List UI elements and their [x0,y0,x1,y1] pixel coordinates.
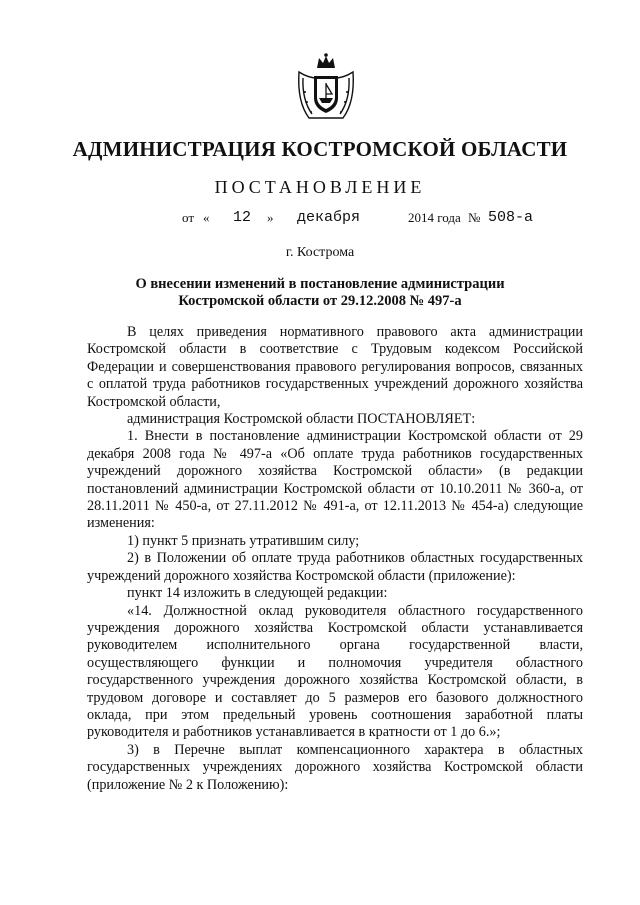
document-body [87,324,583,794]
paragraph-preamble: В целях приведения нормативного правового акта администрации Костромской области в соответствие с Трудовым кодексом Российской Федерации и совершенствования правового регулирования вопросов, связанных с оплатой труда работников государственных учреждений дорожного хозяйства Костромской области, [87,324,583,410]
coat-of-arms-icon [295,52,357,124]
document-number: 508-а [488,209,534,226]
quote-open: « [203,210,210,225]
organization-title: АДМИНИСТРАЦИЯ КОСТРОМСКОЙ ОБЛАСТИ [72,137,568,161]
paragraph-point-14-text: «14. Должностной оклад руководителя областного государственного учреждения дорожного хозяйства Костромской области устанавливается руководителем исполнительного органа государственной власти, осуществляющего функции и полномочия учредителя областного государственного учреждения дорожного хозяйства Костромской области, в трудовом договоре и составляет до 5 размеров его базового должностного оклада, при этом предельный уровень соотношения заработной платы руководителя и работников устанавливается в кратности от 1 до 6.»; [87,602,583,741]
date-month: декабря [297,209,361,226]
paragraph-subitem-2: 2) в Положении об оплате труда работников областных государственных учреждений дорожного хозяйства Костромской области (приложение): [87,550,583,584]
paragraph-subitem-3: 3) в Перечне выплат компенсационного характера в областных государственных учреждениях дорожного хозяйства Костромской области (приложение № 2 к Положению): [87,741,583,793]
date-prefix: от [182,210,195,225]
paragraph-decree: администрация Костромской области ПОСТАНОВЛЯЕТ: [127,411,476,428]
paragraph-point-14-intro: пункт 14 изложить в следующей редакции: [127,585,388,602]
document-title-line: Костромской области от 29.12.2008 № 497-а [178,293,462,309]
date-year: 2014 года [408,210,461,225]
paragraph-item-1: 1. Внести в постановление администрации Костромской области от 29 декабря 2008 года № 497-а «Об оплате труда работников государственных учреждений дорожного хозяйства Костромской области» (в редакции постановлений администрации Костромской области от 10.10.2011 № 360-а, от 28.11.2011 № 450-а, от 27.11.2012 № 491-а, от 12.11.2013 № 454-а) следующие изменения: [87,428,583,532]
city: г. Кострома [285,245,355,260]
document-type: ПОСТАНОВЛЕНИЕ [214,177,426,197]
quote-close: » [267,210,274,225]
document-title [60,276,580,310]
number-sign: № [468,210,481,225]
date-line [0,210,640,232]
paragraph-subitem-1: 1) пункт 5 признать утратившим силу; [127,532,360,549]
document-title-line: О внесении изменений в постановление администрации [135,276,505,292]
date-day: 12 [233,209,252,226]
